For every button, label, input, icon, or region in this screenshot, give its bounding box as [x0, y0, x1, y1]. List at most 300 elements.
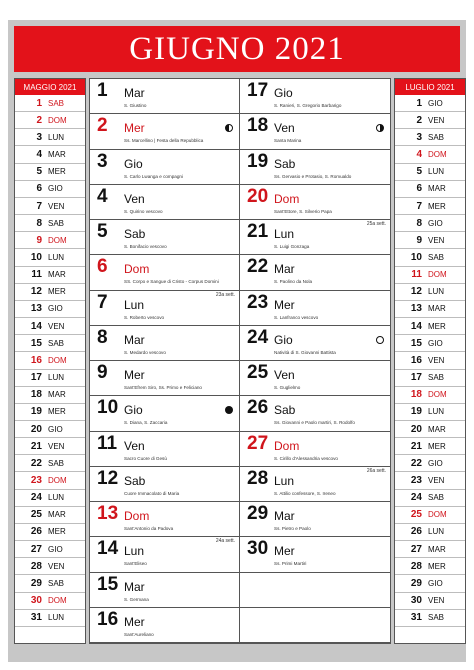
day-name: Dom	[274, 438, 300, 453]
mini-day-name: GIO	[48, 424, 63, 434]
day-number: 7	[97, 291, 108, 313]
mini-day-number: 26	[30, 526, 42, 538]
prev-month-label: MAGGIO 2021	[15, 79, 85, 95]
day-cell	[90, 608, 239, 643]
saint-name: S. Roberto vescovo	[124, 314, 165, 320]
day-cell	[90, 291, 239, 326]
day-number: 22	[247, 256, 269, 278]
mini-day-name: DOM	[428, 270, 447, 280]
mini-day-number: 27	[410, 543, 422, 555]
saint-name: S. Giustino	[124, 103, 147, 108]
mini-day-number: 15	[410, 337, 422, 349]
day-name: Mar	[274, 509, 295, 523]
saint-name: Ss. Gervasio e Protasio, S. Romualdo	[274, 173, 352, 179]
mini-day-number: 18	[410, 389, 422, 401]
mini-day-number: 1	[416, 97, 422, 109]
mini-day-name: LUN	[48, 613, 65, 623]
day-name: Mar	[274, 262, 295, 277]
mini-day-row	[15, 593, 85, 610]
mini-day-row	[15, 455, 85, 472]
day-name: Gio	[124, 403, 143, 418]
mini-day-name: LUN	[428, 167, 445, 177]
day-number: 11	[97, 432, 118, 454]
week-number: 24a sett.	[215, 538, 235, 545]
mini-day-number: 23	[30, 475, 42, 487]
day-cell	[90, 396, 239, 431]
calendar-header	[14, 26, 460, 72]
mini-day-number: 8	[36, 217, 42, 229]
mini-day-row	[395, 249, 465, 266]
mini-day-number: 1	[36, 97, 42, 109]
new-moon-icon	[225, 406, 233, 414]
mini-day-row	[15, 472, 85, 489]
saint-name: S. Attilio confessore, S. Ireneo	[274, 490, 336, 496]
day-number: 18	[247, 115, 269, 137]
mini-day-name: MAR	[428, 544, 446, 554]
mini-day-row	[15, 404, 85, 421]
mini-day-name: LUN	[48, 493, 65, 503]
mini-day-name: SAB	[48, 218, 65, 228]
day-name: Mer	[274, 297, 295, 312]
mini-day-row	[15, 318, 85, 335]
saint-name: S. Diana, S. Zaccaria	[124, 420, 168, 426]
mini-day-row	[395, 284, 465, 301]
mini-day-name: VEN	[48, 321, 65, 331]
mini-day-row	[15, 335, 85, 352]
mini-day-row	[395, 181, 465, 198]
page-title: GIUGNO 2021	[129, 30, 345, 67]
mini-day-name: MAR	[48, 390, 66, 400]
mini-day-row	[15, 249, 85, 266]
day-cell	[240, 432, 390, 467]
mini-day-name: LUN	[428, 527, 445, 537]
mini-day-number: 17	[410, 372, 422, 384]
mini-day-number: 24	[410, 492, 422, 504]
mini-day-number: 23	[410, 475, 422, 487]
mini-day-name: SAB	[48, 98, 65, 108]
full-moon-icon	[376, 336, 384, 344]
day-number: 26	[247, 397, 269, 419]
saint-name: S. Bonifacio vescovo	[124, 244, 167, 249]
saint-name: Natività di S. Giovanni Battista	[274, 349, 336, 355]
day-cell	[90, 502, 239, 537]
mini-day-row	[395, 112, 465, 129]
mini-day-row	[395, 610, 465, 627]
day-number: 9	[97, 362, 108, 383]
mini-day-number: 3	[416, 131, 422, 143]
day-cell	[90, 79, 239, 114]
mini-day-number: 7	[36, 200, 42, 212]
mini-day-number: 30	[410, 595, 422, 607]
days-column-1	[90, 79, 240, 643]
mini-day-number: 9	[36, 234, 42, 246]
day-number: 15	[97, 573, 119, 595]
day-name: Lun	[124, 297, 145, 312]
mini-day-number: 5	[36, 166, 42, 178]
mini-day-name: VEN	[428, 596, 445, 606]
day-name: Sab	[124, 227, 146, 241]
mini-day-number: 31	[30, 612, 42, 624]
mini-day-number: 6	[416, 183, 422, 195]
mini-day-row	[15, 198, 85, 215]
day-number: 12	[97, 467, 119, 489]
day-cell	[240, 185, 390, 220]
mini-day-row	[395, 129, 465, 146]
next-month-panel	[394, 78, 466, 644]
mini-day-name: GIO	[48, 184, 63, 194]
mini-day-number: 11	[411, 269, 422, 281]
mini-day-name: LUN	[48, 373, 65, 383]
day-cell	[240, 79, 390, 114]
day-cell	[90, 185, 239, 220]
day-cell	[90, 326, 239, 361]
day-cell	[240, 537, 390, 572]
mini-day-name: VEN	[428, 476, 445, 486]
saint-name: S. Paolino da Nola	[274, 279, 313, 285]
mini-day-number: 5	[416, 166, 422, 178]
saint-name: Ss. Primi Martiri	[274, 561, 307, 567]
day-number: 3	[97, 150, 108, 172]
mini-day-name: DOM	[428, 390, 447, 400]
day-cell	[240, 502, 390, 537]
day-number: 23	[247, 291, 269, 313]
day-number: 19	[247, 150, 269, 172]
mini-day-name: DOM	[48, 596, 67, 606]
day-name: Mer	[274, 544, 295, 559]
day-cell	[240, 291, 390, 326]
mini-day-name: SAB	[428, 252, 445, 262]
mini-day-number: 13	[410, 303, 422, 315]
day-cell	[240, 150, 390, 185]
mini-day-number: 3	[36, 131, 42, 143]
mini-day-name: SAB	[48, 578, 65, 588]
mini-day-number: 12	[30, 286, 42, 298]
mini-day-name: VEN	[48, 561, 65, 571]
empty-cell	[240, 573, 390, 608]
day-number: 14	[97, 538, 119, 560]
mini-day-name: GIO	[48, 304, 63, 314]
mini-day-row	[395, 490, 465, 507]
saint-name: S. Quirino vescovo	[124, 208, 163, 214]
mini-day-row	[395, 95, 465, 112]
day-cell	[90, 255, 239, 290]
mini-day-number: 8	[416, 217, 422, 229]
mini-day-number: 17	[30, 372, 42, 384]
mini-day-name: MER	[48, 287, 66, 297]
mini-day-name: GIO	[428, 98, 443, 108]
mini-day-name: GIO	[428, 458, 443, 468]
saint-name: Sant'Antonio da Padova	[124, 526, 174, 531]
mini-day-name: LUN	[48, 132, 65, 142]
day-number: 8	[97, 326, 108, 348]
mini-day-name: MER	[428, 561, 446, 571]
mini-day-row	[395, 387, 465, 404]
day-number: 25	[247, 362, 269, 383]
saint-name: S. Luigi Gonzaga	[274, 244, 310, 249]
day-name: Dom	[274, 191, 300, 206]
mini-day-name: MAR	[48, 150, 66, 160]
mini-day-number: 29	[30, 577, 42, 589]
day-number: 16	[97, 608, 119, 630]
mini-day-name: VEN	[428, 355, 445, 365]
mini-day-row	[395, 507, 465, 524]
mini-day-row	[15, 507, 85, 524]
mini-day-name: LUN	[428, 407, 445, 417]
mini-day-row	[15, 129, 85, 146]
mini-day-row	[15, 524, 85, 541]
mini-day-number: 10	[410, 251, 422, 263]
mini-day-row	[395, 335, 465, 352]
mini-day-row	[395, 575, 465, 592]
empty-cell	[240, 608, 390, 643]
day-name: Mer	[124, 121, 145, 136]
mini-day-number: 28	[30, 560, 42, 572]
mini-day-name: DOM	[48, 476, 67, 486]
day-name: Ven	[274, 368, 295, 382]
saint-name: Sant'Efrem Siro, Ss. Primo e Feliciano	[124, 385, 202, 390]
mini-day-row	[395, 164, 465, 181]
saint-name: S. Ranieri, S. Gregorio Barbarigo	[274, 103, 342, 108]
saint-name: S. Lanfranco vescovo	[274, 314, 319, 320]
week-number: 25a sett.	[366, 221, 386, 227]
mini-day-number: 7	[416, 200, 422, 212]
day-name: Lun	[274, 227, 295, 241]
mini-day-name: SAB	[48, 338, 65, 348]
mini-day-row	[15, 490, 85, 507]
saint-name: S. Medardo vescovo	[124, 349, 166, 355]
mini-day-name: DOM	[48, 235, 67, 245]
mini-day-row	[15, 181, 85, 198]
mini-day-row	[15, 370, 85, 387]
mini-day-name: SAB	[48, 458, 65, 468]
saint-name: Ss. Marcellino | Festa della Repubblica	[124, 138, 204, 144]
mini-day-name: MER	[48, 527, 66, 537]
mini-day-number: 20	[30, 423, 42, 435]
day-number: 17	[247, 80, 269, 101]
mini-day-number: 25	[410, 509, 422, 521]
mini-day-row	[395, 472, 465, 489]
next-month-label: LUGLIO 2021	[395, 79, 465, 95]
mini-day-name: SAB	[428, 373, 445, 383]
mini-day-number: 11	[31, 269, 42, 281]
day-cell	[90, 114, 239, 149]
mini-day-row	[15, 284, 85, 301]
mini-day-name: MAR	[48, 510, 66, 520]
mini-day-row	[395, 558, 465, 575]
day-name: Ven	[124, 438, 145, 453]
mini-day-row	[395, 301, 465, 318]
saint-name: Sant'Ettore, S. Silverio Papa	[274, 208, 332, 214]
mini-day-number: 20	[410, 423, 422, 435]
day-cell	[90, 432, 239, 467]
mini-day-name: LUN	[48, 252, 65, 262]
mini-day-name: VEN	[428, 235, 445, 245]
mini-day-name: MAR	[428, 184, 446, 194]
mini-day-number: 14	[410, 320, 422, 332]
mini-day-row	[395, 421, 465, 438]
mini-day-row	[395, 198, 465, 215]
mini-day-row	[15, 164, 85, 181]
mini-day-name: GIO	[428, 338, 443, 348]
mini-day-number: 22	[410, 457, 422, 469]
day-name: Gio	[274, 86, 293, 100]
mini-day-row	[15, 232, 85, 249]
day-cell	[90, 150, 239, 185]
mini-day-row	[395, 318, 465, 335]
mini-day-name: VEN	[48, 201, 65, 211]
day-name: Sab	[274, 156, 296, 171]
mini-day-number: 2	[36, 114, 42, 126]
saint-name: Sacro Cuore di Gesù	[124, 455, 167, 461]
mini-day-row	[395, 593, 465, 610]
day-number: 5	[97, 221, 108, 242]
day-number: 6	[97, 256, 108, 278]
mini-day-number: 10	[30, 251, 42, 263]
day-number: 21	[247, 221, 269, 242]
mini-day-row	[395, 267, 465, 284]
saint-name: Sant'Eliseo	[124, 561, 147, 567]
first-quarter-moon-icon	[376, 124, 384, 132]
mini-day-number: 12	[410, 286, 422, 298]
mini-day-name: VEN	[428, 115, 445, 125]
day-cell	[240, 396, 390, 431]
mini-day-name: MAR	[428, 424, 446, 434]
mini-day-number: 19	[410, 406, 422, 418]
mini-day-number: 24	[30, 492, 42, 504]
day-name: Dom	[124, 509, 150, 523]
mini-day-name: SAB	[428, 132, 445, 142]
mini-day-name: MAR	[428, 304, 446, 314]
day-number: 2	[97, 115, 108, 137]
day-cell	[240, 220, 390, 255]
mini-day-number: 6	[36, 183, 42, 195]
mini-day-number: 16	[410, 354, 422, 366]
day-number: 1	[97, 80, 108, 101]
mini-day-row	[15, 352, 85, 369]
mini-day-number: 15	[30, 337, 42, 349]
day-name: Lun	[274, 473, 295, 488]
mini-day-name: DOM	[428, 510, 447, 520]
mini-day-number: 2	[416, 114, 422, 126]
next-month-list	[395, 95, 465, 627]
mini-day-name: GIO	[428, 218, 443, 228]
day-number: 30	[247, 538, 269, 560]
month-grid	[89, 78, 391, 644]
mini-day-number: 21	[410, 440, 422, 452]
mini-day-row	[395, 438, 465, 455]
mini-day-number: 4	[36, 149, 42, 161]
mini-day-name: MER	[48, 407, 66, 417]
mini-day-row	[15, 541, 85, 558]
day-cell	[240, 255, 390, 290]
day-name: Sab	[274, 403, 296, 418]
day-cell	[90, 573, 239, 608]
mini-day-row	[395, 352, 465, 369]
saint-name: Ss. Giovanni e Paolo martiri, S. Rodolfo	[274, 420, 355, 426]
mini-day-row	[15, 438, 85, 455]
saint-name: Sant'Aureliano	[124, 631, 154, 637]
mini-day-row	[395, 215, 465, 232]
day-cell	[240, 467, 390, 502]
mini-day-row	[15, 215, 85, 232]
day-number: 24	[247, 326, 269, 348]
mini-day-row	[395, 455, 465, 472]
day-name: Gio	[274, 332, 293, 347]
mini-day-number: 4	[416, 149, 422, 161]
mini-day-name: MER	[48, 167, 66, 177]
saint-name: S. Cirillo d'Alessandria vescovo	[274, 455, 338, 461]
mini-day-row	[395, 404, 465, 421]
day-number: 20	[247, 185, 269, 207]
mini-day-row	[15, 558, 85, 575]
day-cell	[90, 220, 239, 255]
mini-day-number: 19	[30, 406, 42, 418]
mini-day-number: 25	[30, 509, 42, 521]
day-cell	[90, 361, 239, 396]
day-number: 13	[97, 503, 119, 524]
mini-day-number: 31	[410, 612, 422, 624]
mini-day-number: 18	[30, 389, 42, 401]
prev-month-list	[15, 95, 85, 627]
mini-day-number: 13	[30, 303, 42, 315]
day-number: 29	[247, 503, 269, 524]
day-name: Ven	[124, 191, 145, 206]
day-cell	[240, 326, 390, 361]
saint-name: Cuore Immacolato di Maria	[124, 490, 180, 496]
day-name: Mar	[124, 579, 145, 594]
saint-name: SS. Corpo e Sangue di Cristo - Corpus Domini	[124, 279, 219, 285]
mini-day-name: MER	[428, 201, 446, 211]
day-name: Dom	[124, 262, 150, 277]
mini-day-name: SAB	[428, 493, 445, 503]
mini-day-row	[15, 146, 85, 163]
last-quarter-moon-icon	[225, 124, 233, 132]
day-cell	[90, 467, 239, 502]
mini-day-name: MER	[428, 321, 446, 331]
day-cell	[240, 361, 390, 396]
mini-day-number: 9	[416, 234, 422, 246]
mini-day-number: 30	[30, 595, 42, 607]
mini-day-row	[15, 610, 85, 627]
mini-day-name: VEN	[48, 441, 65, 451]
week-number: 23a sett.	[215, 291, 235, 298]
day-name: Mar	[124, 332, 145, 347]
mini-day-row	[15, 301, 85, 318]
mini-day-name: GIO	[48, 544, 63, 554]
mini-day-row	[15, 95, 85, 112]
day-name: Mer	[124, 614, 145, 629]
mini-day-row	[15, 267, 85, 284]
mini-day-name: LUN	[428, 287, 445, 297]
mini-day-row	[15, 387, 85, 404]
mini-day-row	[15, 575, 85, 592]
day-number: 10	[97, 397, 119, 419]
saint-name: S. Carlo Lwanga e compagni	[124, 173, 183, 179]
mini-day-number: 21	[30, 440, 42, 452]
mini-day-name: MAR	[48, 270, 66, 280]
day-number: 27	[247, 432, 269, 454]
saint-name: S. Guglielmo	[274, 385, 301, 390]
day-number: 4	[97, 185, 108, 207]
day-number: 28	[247, 467, 269, 489]
day-name: Gio	[124, 156, 143, 171]
days-column-2	[240, 79, 390, 643]
mini-day-row	[395, 370, 465, 387]
mini-day-row	[15, 112, 85, 129]
day-name: Mer	[124, 368, 145, 382]
mini-day-row	[395, 146, 465, 163]
mini-day-name: DOM	[48, 115, 67, 125]
